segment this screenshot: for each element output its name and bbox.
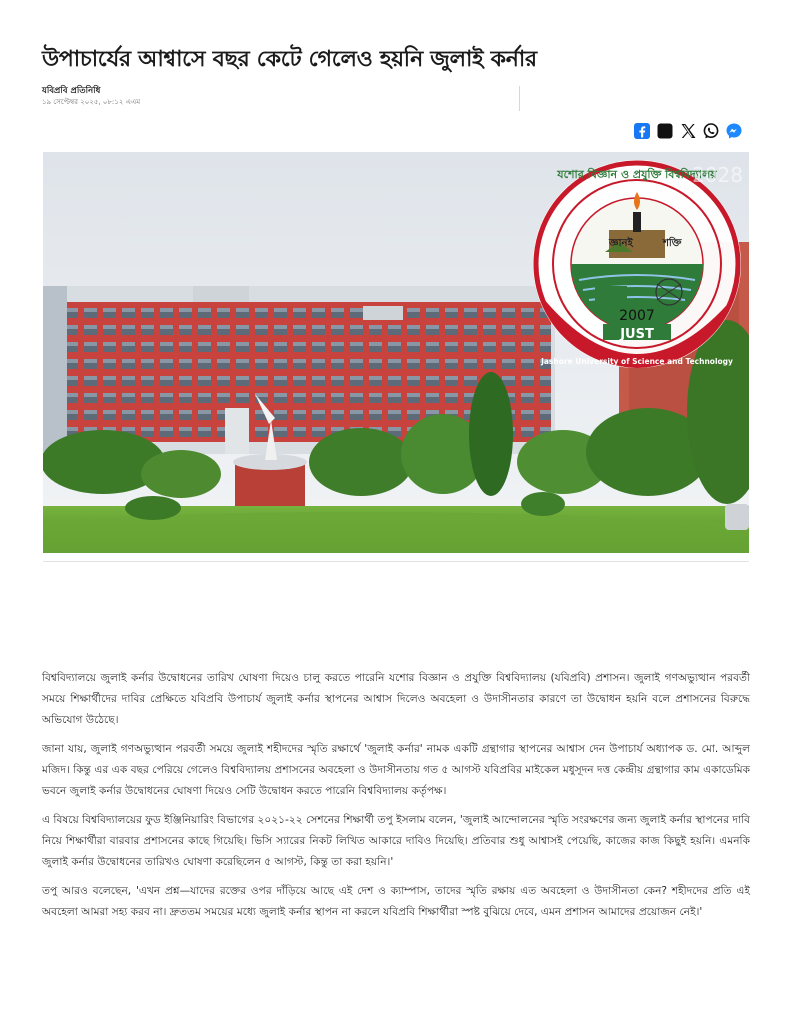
university-logo bbox=[533, 160, 741, 368]
article-paragraph: এ বিষয়ে বিশ্ববিদ্যালয়ের ফুড ইঞ্জিনিয়ারিং বিভাগের ২০২১-২২ সেশনের শিক্ষার্থী তপু ইসলাম বলেন, 'জুলাই আন্দোলনের স্মৃতি সংরক্ষণের জন্য জুলাই কর্নার স্থাপনের দাবি নিয়ে শিক্ষার্থীরা বারবার প্রশাসনের কাছে গিয়েছি। ভিসি স্যারের নিকট লিখিত আকারে দাবিও দিয়েছি। প্রতিবার শুধু আশ্বাসই পেয়েছি, কাজের কাজ কিছুই হয়নি। এমনকি জুলাই কর্নার উদ্বোধনের তারিখও ঘোষণা করেছিলেন ৫ আগস্ট, কিন্তু তা করা হয়নি।' bbox=[42, 814, 750, 868]
logo-right-word: শক্তি bbox=[663, 238, 682, 249]
article-paragraph: তপু আরও বলেছেন, 'এখন প্রশ্ন—যাদের রক্তের ওপর দাঁড়িয়ে আছে এই দেশ ও ক্যাম্পাস, তাদের স্মৃতি রক্ষায় এত অবহেলা ও উদাসীনতা কেন? শহীদদের প্রতি এই অবহেলা আমরা সহ্য করব না। দ্রুততম সময়ের মধ্যে জুলাই কর্নার স্থাপন না করলে যবিপ্রবি শিক্ষার্থীরা স্পষ্ট বুঝিয়ে দেবে, এমন প্রশাসন আমাদের প্রয়োজন নেই।' bbox=[42, 885, 750, 918]
article-paragraph: বিশ্ববিদ্যালয়ে জুলাই কর্নার উদ্বোধনের তারিখ ঘোষণা দিয়েও চালু করতে পারেনি যশোর বিজ্ঞান ও প্রযুক্তি বিশ্ববিদ্যালয় (যবিপ্রবি) প্রশাসন। জুলাই গণঅভ্যুত্থান পরবর্তী সময়ে শিক্ষার্থীদের দাবির প্রেক্ষিতে যবিপ্রবি উপাচার্য জুলাই কর্নার স্থাপনের আশ্বাস দিলেও অবহেলা ও উদাসীনতার কারণে তা উদ্বোধন হয়নি বলে প্রশাসনের বিরুদ্ধে অভিযোগ উঠেছে। bbox=[42, 672, 750, 726]
x-icon[interactable] bbox=[679, 122, 697, 140]
logo-ribbon-text: Jashore University of Science and Technology bbox=[541, 357, 733, 366]
logo-year: 2007 bbox=[619, 308, 655, 324]
hero-photo bbox=[43, 152, 749, 553]
byline-divider bbox=[519, 86, 520, 111]
photo-divider bbox=[43, 561, 749, 562]
logo-arc-text: যশোর বিজ্ঞান ও প্রযুক্তি বিশ্ববিদ্যালয় bbox=[557, 168, 717, 181]
photo-watermark: 2028 bbox=[692, 163, 743, 187]
article-paragraph: জানা যায়, জুলাই গণঅভ্যুত্থান পরবর্তী সময়ে জুলাই শহীদদের স্মৃতি রক্ষার্থে 'জুলাই কর্নার' নামক একটি গ্রন্থাগার স্থাপনের আশ্বাস দেন উপাচার্য অধ্যাপক ড. মো. আব্দুল মজিদ। কিন্তু এর এক বছর পেরিয়ে গেলেও বিশ্ববিদ্যালয় প্রশাসনের অবহেলা ও উদাসীনতায় গত ৫ আগস্ট যবিপ্রবির মাইকেল মধুসূদন দত্ত কেন্দ্রীয় গ্রন্থাগার কাম একাডেমিক ভবনে জুলাই কর্নার উদ্বোধনের ঘোষণা দিয়েও সেটি উদ্বোধন করতে পারেনি বিশ্ববিদ্যালয় কর্তৃপক্ষ। bbox=[42, 743, 750, 797]
whatsapp-icon[interactable] bbox=[702, 122, 720, 140]
messenger-icon[interactable] bbox=[725, 122, 743, 140]
author-name[interactable]: যবিপ্রবি প্রতিনিধি bbox=[42, 86, 101, 96]
logo-left-word: জ্ঞানই bbox=[609, 238, 633, 249]
publish-date: ১৯ সেপ্টেম্বর ২০২৫, ০৮:১২ এএম bbox=[42, 98, 141, 106]
square-share-icon[interactable] bbox=[656, 122, 674, 140]
logo-abbr: JUST bbox=[620, 327, 654, 342]
article-body bbox=[42, 668, 750, 931]
share-bar bbox=[633, 122, 743, 140]
byline bbox=[42, 86, 522, 112]
article-headline: উপাচার্যের আশ্বাসে বছর কেটে গেলেও হয়নি জুলাই কর্নার bbox=[42, 47, 537, 72]
facebook-icon[interactable] bbox=[633, 122, 651, 140]
